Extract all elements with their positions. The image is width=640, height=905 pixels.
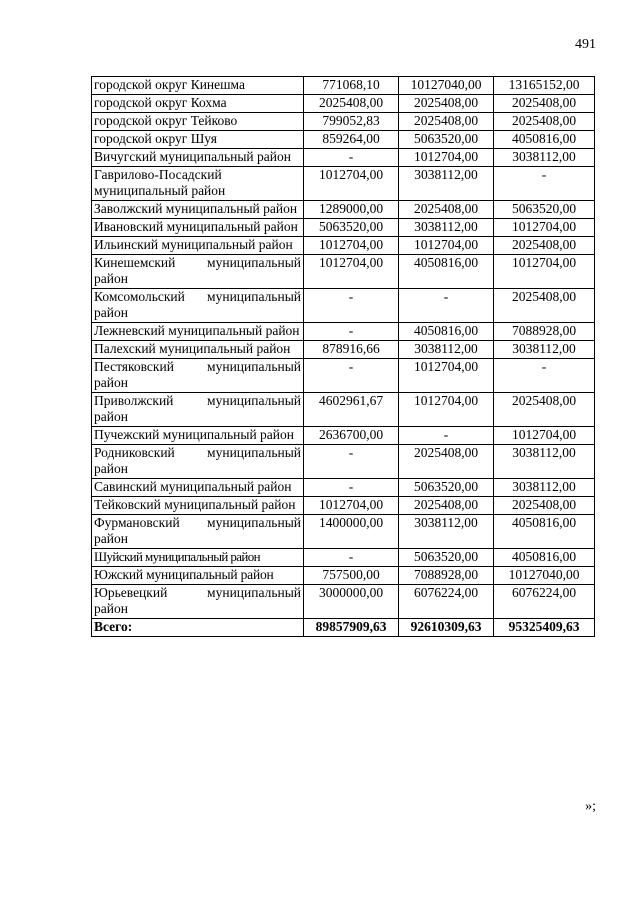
total-year-2: 92610309,63	[399, 619, 494, 637]
value-year-2: 1012704,00	[399, 393, 494, 427]
municipality-name: городской округ Шуя	[92, 131, 304, 149]
value-year-2: 6076224,00	[399, 585, 494, 619]
value-year-2: 2025408,00	[399, 113, 494, 131]
value-year-3: 4050816,00	[494, 549, 595, 567]
table-row	[92, 219, 595, 237]
value-year-1: 1400000,00	[304, 515, 399, 549]
value-year-2: 2025408,00	[399, 445, 494, 479]
value-year-3: 10127040,00	[494, 567, 595, 585]
value-year-1: 4602961,67	[304, 393, 399, 427]
table-row	[92, 497, 595, 515]
municipality-name: городской округ Тейково	[92, 113, 304, 131]
table-row	[92, 479, 595, 497]
value-year-1: -	[304, 479, 399, 497]
value-year-2: 5063520,00	[399, 549, 494, 567]
value-year-1: -	[304, 323, 399, 341]
value-year-1: 1289000,00	[304, 201, 399, 219]
value-year-1: 1012704,00	[304, 237, 399, 255]
value-year-1: 1012704,00	[304, 167, 399, 201]
value-year-3: 1012704,00	[494, 219, 595, 237]
table-row	[92, 567, 595, 585]
value-year-1: 859264,00	[304, 131, 399, 149]
value-year-3: 6076224,00	[494, 585, 595, 619]
value-year-2: 1012704,00	[399, 149, 494, 167]
municipality-name: Комсомольский муниципальный район	[92, 289, 304, 323]
value-year-3: 5063520,00	[494, 201, 595, 219]
value-year-3: 3038112,00	[494, 479, 595, 497]
total-row	[92, 619, 595, 637]
table-row	[92, 237, 595, 255]
value-year-1: 5063520,00	[304, 219, 399, 237]
value-year-3: 2025408,00	[494, 113, 595, 131]
value-year-1: 2025408,00	[304, 95, 399, 113]
value-year-1: -	[304, 445, 399, 479]
value-year-3: 1012704,00	[494, 255, 595, 289]
municipality-name: городской округ Кохма	[92, 95, 304, 113]
value-year-3: 2025408,00	[494, 497, 595, 515]
municipality-name: Гаврилово-Посадский муниципальный район	[92, 167, 304, 201]
table-row	[92, 549, 595, 567]
total-year-3: 95325409,63	[494, 619, 595, 637]
value-year-2: 3038112,00	[399, 515, 494, 549]
value-year-3: 4050816,00	[494, 515, 595, 549]
table-row	[92, 289, 595, 323]
page-number: 491	[575, 37, 596, 52]
value-year-1: -	[304, 359, 399, 393]
municipality-name: Вичугский муниципальный район	[92, 149, 304, 167]
value-year-2: -	[399, 289, 494, 323]
table-row	[92, 585, 595, 619]
closing-quote-mark: »;	[585, 799, 596, 814]
table-row	[92, 167, 595, 201]
value-year-1: 1012704,00	[304, 497, 399, 515]
table-row	[92, 427, 595, 445]
municipality-name: Приволжский муниципальный район	[92, 393, 304, 427]
table-row	[92, 359, 595, 393]
municipality-name: Заволжский муниципальный район	[92, 201, 304, 219]
value-year-1: 1012704,00	[304, 255, 399, 289]
value-year-3: -	[494, 359, 595, 393]
value-year-1: 878916,66	[304, 341, 399, 359]
table-row	[92, 515, 595, 549]
total-label: Всего:	[92, 619, 304, 637]
municipality-name: Южский муниципальный район	[92, 567, 304, 585]
table-row	[92, 201, 595, 219]
value-year-2: 3038112,00	[399, 341, 494, 359]
distribution-table	[91, 76, 595, 637]
value-year-2: 7088928,00	[399, 567, 494, 585]
municipality-name: Ильинский муниципальный район	[92, 237, 304, 255]
municipality-name: Лежневский муниципальный район	[92, 323, 304, 341]
municipality-name: Палехский муниципальный район	[92, 341, 304, 359]
value-year-3: 2025408,00	[494, 289, 595, 323]
value-year-1: -	[304, 289, 399, 323]
value-year-1: 3000000,00	[304, 585, 399, 619]
value-year-3: 3038112,00	[494, 445, 595, 479]
table-row	[92, 131, 595, 149]
municipality-name: городской округ Кинешма	[92, 77, 304, 95]
value-year-1: 771068,10	[304, 77, 399, 95]
value-year-3: 3038112,00	[494, 341, 595, 359]
value-year-1: 757500,00	[304, 567, 399, 585]
table-row	[92, 393, 595, 427]
value-year-2: 2025408,00	[399, 497, 494, 515]
value-year-2: -	[399, 427, 494, 445]
value-year-1: -	[304, 149, 399, 167]
value-year-1: -	[304, 549, 399, 567]
table-row	[92, 77, 595, 95]
table-row	[92, 113, 595, 131]
table-row	[92, 323, 595, 341]
value-year-3: 4050816,00	[494, 131, 595, 149]
value-year-2: 2025408,00	[399, 201, 494, 219]
value-year-3: 2025408,00	[494, 95, 595, 113]
value-year-2: 4050816,00	[399, 323, 494, 341]
value-year-1: 2636700,00	[304, 427, 399, 445]
municipality-name: Пестяковский муниципальный район	[92, 359, 304, 393]
value-year-3: -	[494, 167, 595, 201]
table-row	[92, 149, 595, 167]
table-row	[92, 445, 595, 479]
municipality-name: Шуйский муниципальный район	[92, 549, 304, 567]
value-year-3: 13165152,00	[494, 77, 595, 95]
municipality-name: Кинешемский муниципальный район	[92, 255, 304, 289]
table-row	[92, 95, 595, 113]
value-year-2: 10127040,00	[399, 77, 494, 95]
value-year-2: 2025408,00	[399, 95, 494, 113]
table-row	[92, 255, 595, 289]
municipality-name: Тейковский муниципальный район	[92, 497, 304, 515]
value-year-3: 2025408,00	[494, 237, 595, 255]
value-year-2: 1012704,00	[399, 237, 494, 255]
value-year-3: 7088928,00	[494, 323, 595, 341]
municipality-name: Савинский муниципальный район	[92, 479, 304, 497]
value-year-2: 4050816,00	[399, 255, 494, 289]
total-year-1: 89857909,63	[304, 619, 399, 637]
value-year-2: 1012704,00	[399, 359, 494, 393]
municipality-name: Родниковский муниципальный район	[92, 445, 304, 479]
municipality-name: Ивановский муниципальный район	[92, 219, 304, 237]
municipality-name: Юрьевецкий муниципальный район	[92, 585, 304, 619]
value-year-1: 799052,83	[304, 113, 399, 131]
value-year-2: 3038112,00	[399, 167, 494, 201]
value-year-3: 2025408,00	[494, 393, 595, 427]
table-row	[92, 341, 595, 359]
value-year-2: 5063520,00	[399, 479, 494, 497]
value-year-2: 5063520,00	[399, 131, 494, 149]
value-year-3: 3038112,00	[494, 149, 595, 167]
municipality-name: Фурмановский муниципальный район	[92, 515, 304, 549]
value-year-3: 1012704,00	[494, 427, 595, 445]
municipality-name: Пучежский муниципальный район	[92, 427, 304, 445]
value-year-2: 3038112,00	[399, 219, 494, 237]
